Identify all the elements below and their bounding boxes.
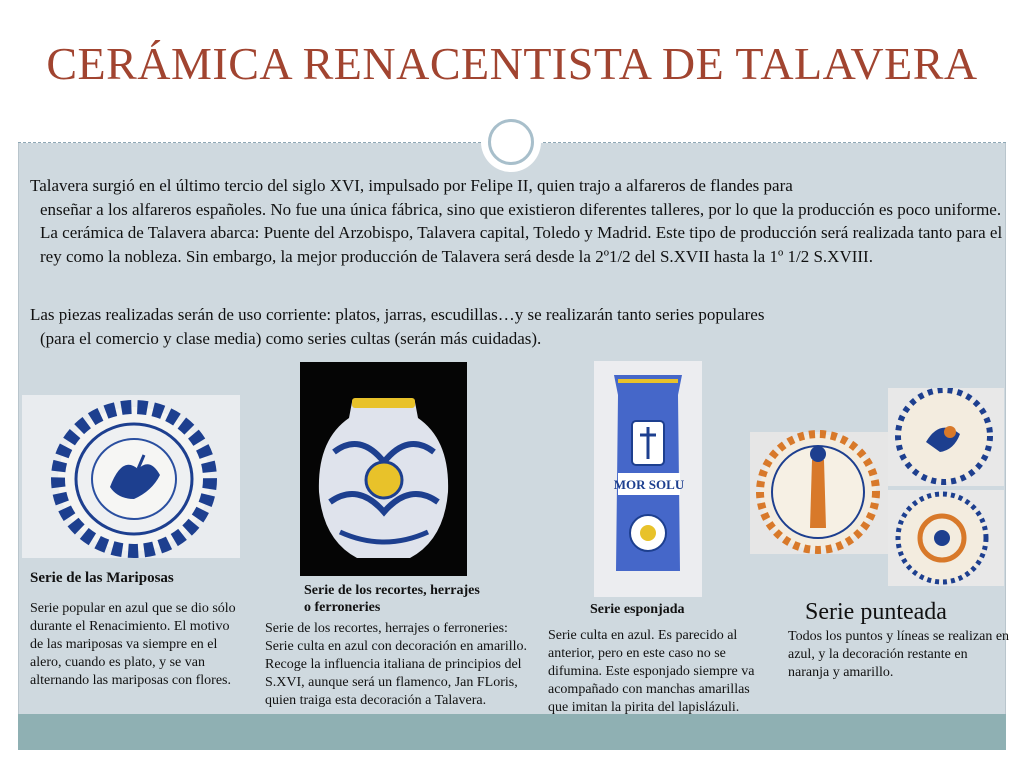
punteada-description: Todos los puntos y líneas se realizan en azul, y la decoración restante en naranja y amarillo. — [788, 629, 1010, 680]
mariposas-title: Serie de las Mariposas — [30, 570, 174, 586]
slide-title: CERÁMICA RENACENTISTA DE TALAVERA — [46, 38, 978, 89]
decorative-ring-inner — [488, 119, 534, 165]
mariposas-description: Serie popular en azul que se dio sólo durante el Renacimiento. El motivo de las mariposas va siempre en el alero, cuando es plato, y se van alternando las mariposas con flores. — [30, 601, 236, 688]
bottom-band — [18, 714, 1006, 750]
punteada-title: Serie punteada — [805, 599, 947, 625]
esponjada-description: Serie culta en azul. Es parecido al anterior, pero en este caso no se difumina. Este esponjado siempre va acompañado con manchas amarillas que imitan la pirita del lapislázuli. — [548, 628, 755, 715]
intro-paragraph-1-rest: enseñar a los alfareros españoles. No fue una única fábrica, sino que existieron diferentes talleres, por lo que la producción es poco uniforme. La cerámica de Talavera abarca: Puente del Arzobispo, Talavera capital, Toledo y Madrid. Este tipo de producción será realizada tanto para el rey como la nobleza. Sin embargo, la mejor producción de Talavera será desde la 2º1/2 del S.XVII hasta la 1º 1/2 S.XVIII. — [40, 199, 1003, 266]
intro-paragraph-2-first-line: Las piezas realizadas serán de uso corriente: platos, jarras, escudillas…y se realizarán tanto series populares — [30, 305, 765, 324]
esponjada-title: Serie esponjada — [590, 602, 685, 617]
intro-paragraph-1 — [30, 174, 1010, 268]
recortes-vase-photo — [300, 362, 467, 576]
intro-paragraph-2-rest: (para el comercio y clase media) como series cultas (serán más cuidadas). — [40, 328, 542, 348]
jar-label: MOR SOLU — [613, 477, 685, 492]
intro-paragraph-2 — [30, 303, 1010, 350]
intro-paragraph-1-first-line: Talavera surgió en el último tercio del siglo XVI, impulsado por Felipe II, quien trajo a alfareros de flandes para — [30, 176, 793, 195]
punteada-plates-photo — [750, 388, 1004, 588]
recortes-title: Serie de los recortes, herrajes o ferroneries — [304, 583, 480, 615]
recortes-description: Serie de los recortes, herrajes o ferroneries: Serie culta en azul con decoración en amarillo. Recoge la influencia italiana de principios del S.XVI, aunque será un flamenco, Jan FLoris, quien traiga esta decoración a Talavera. — [265, 621, 527, 708]
mariposas-plate-photo — [22, 395, 240, 558]
esponjada-jar-photo — [594, 361, 702, 597]
